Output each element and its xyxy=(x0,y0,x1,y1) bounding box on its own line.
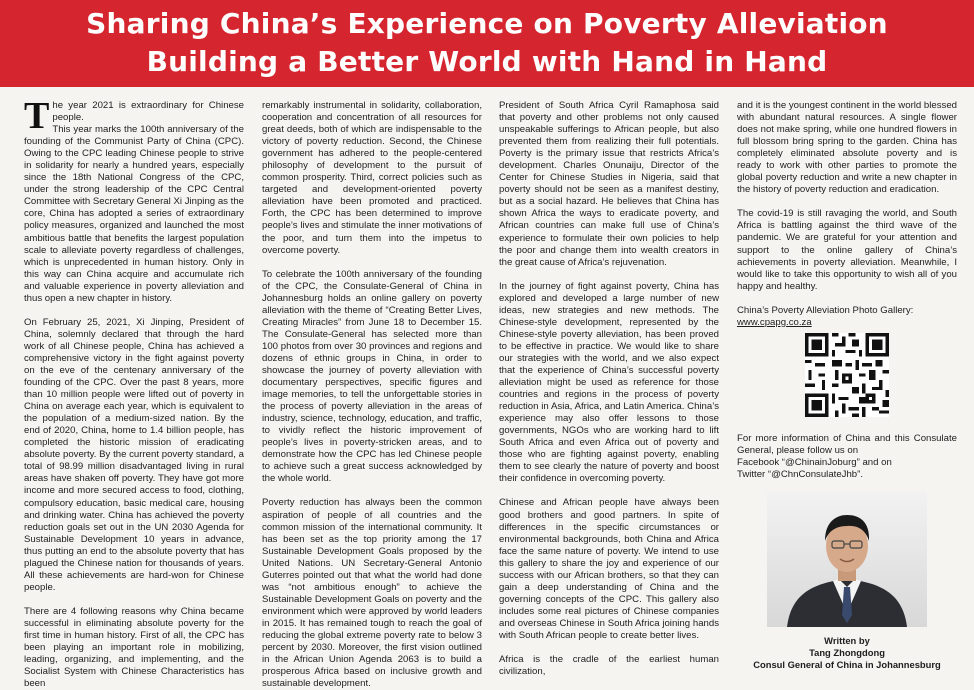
portrait-photo xyxy=(767,491,927,627)
paragraph-intro: The year 2021 is extraordinary for Chinese people. This year marks the 100th anniversary of the founding of the Communist Party of China (CPC). Owing to the CPC leading Chinese people to strive in solidarity for nearly a hundred years, especially since the 18th National Congress of the CPC, under the strong leadership of the CPC Central Committee with Secretary General Xi Jinping as the core, China has adopted a series of extraordinary policy measures, organized and launched the most ambitious battle that benefits the largest population scale to alleviate poverty regardless of challenges, which is unprecedented in human history. Only in this way can China acquire and accumulate rich and valuable experience in poverty alleviation and thus open a new chapter in history. xyxy=(24,95,244,304)
paragraph-experience: In the journey of fight against poverty, China has explored and developed a large number of new ideas, new strategies and new methods. The Chinese-style development, represented by the Chinese-style poverty alleviation, has been proved to be effective in practice. We would like to share our strategies with the world, and we also expect that the experience of China’s successful poverty alleviation might be used as reference for those countries and regions in the process of poverty reduction in Asia, Africa, and Latin America. China’s experience may also offer lessons to those governments, NGOs who are working hard to lift South Africa and even Africa out of poverty and those who are fighting against poverty, enabling them to see clearly the nature of poverty and boost their confidence in overcoming poverty. xyxy=(499,280,719,485)
contact-line: For more information of China and this Consulate General, please follow us on xyxy=(737,432,957,456)
headline-line-1: Sharing China’s Experience on Poverty Alleviation xyxy=(86,7,888,40)
paragraph-covid: The covid-19 is still ravaging the world, and South Africa is battling against the third wave of the pandemic. We are grateful for your attention and support to the online gallery of China’s achievements in poverty alleviation. Meanwhile, I would like to take this opportunity to wish all of you happy and healthy. xyxy=(737,208,957,292)
article-column-3 xyxy=(499,100,719,678)
paragraph-africa-cont: and it is the youngest continent in the world blessed with abundant natural resources. A single flower does not make spring, while one hundred flowers in full blossom bring spring to the garden. China has completely eliminated absolute poverty and is ready to work with other parties to promote the global poverty reduction and write a new chapter in the history of poverty reduction and eradication. xyxy=(737,100,957,196)
paragraph-africa: Africa is the cradle of the earliest human civilization, xyxy=(499,654,719,678)
gallery-link-block xyxy=(737,305,957,329)
article-column-2 xyxy=(262,100,482,690)
facebook-handle[interactable]: Facebook “@ChinainJoburg” and on xyxy=(737,456,892,468)
gallery-label: China’s Poverty Alleviation Photo Gallery: xyxy=(737,304,914,316)
paragraph-reasons: There are 4 following reasons why China became successful in eliminating absolute poverty for the first time in human history. First of all, the CPC has been playing an important role in mobilizing, leading, organizing, and implementing, and the Socialist System with Chinese Characteristics has been xyxy=(24,605,244,690)
paragraph-partners: Chinese and African people have always been good brothers and good partners. In spite of differences in the specific circumstances or environmental backgrounds, both China and Africa face the same nature of poverty. We intend to use this gallery to share the joy and experience of our success with our African brothers, so that they can gain a deep understanding of China and the governing concepts of the CPC. This gallery also includes some real pictures of Chinese companies and overseas Chinese in South Africa joining hands with South African people to create better lives. xyxy=(499,497,719,641)
headline-line-2: Building a Better World with Hand in Hand xyxy=(146,45,828,78)
gallery-url-link[interactable]: www.cpapg.co.za xyxy=(737,316,812,328)
paragraph-reasons-cont: remarkably instrumental in solidarity, collaboration, cooperation and concentration of all resources for great deeds, both of which are indispensable to the victory of poverty reduction. Second, the Chinese government has adhered to the people-centered philosophy of development to the pursuit of common prosperity. Third, correct policies such as targeted and development-oriented poverty alleviation have been promoted and practiced. Forth, the CPC has been determined to improve people’s lives and stimulate the inner motivations of the poor, and turn them into the impetus to overcome poverty. xyxy=(262,100,482,256)
article-column-4 xyxy=(737,100,957,670)
author-caption xyxy=(737,635,957,671)
author-role: Consul General of China in Johannesburg xyxy=(753,658,941,670)
paragraph-victory: On February 25, 2021, Xi Jinping, President of China, solemnly declared that through the hard work of all Chinese people, China has achieved a comprehensive victory in the fight against poverty on the eve of the centenary anniversary of the founding of the CPC. Over the past 8 years, more than 10 million people were lifted out of poverty in China on average each year, which is equivalent to the population of a medium-sized nation. By the end of 2020, China, home to 1.4 billion people, has completed the historic mission of eradicating absolute poverty. By the current poverty standard, a total of 98.99 million disadvantaged living in rural areas have shaken off poverty. They have got more income and more secured access to food, clothing, compulsory education, basic medical care, housing and drinking water. China has achieved the poverty reduction goals set out in the UN 2030 Agenda for Sustainable Development 10 years in advance, thus putting an end to the absolute poverty that has plagued the Chinese nation for thousands of years. All these achievements are hard-won for Chinese people. xyxy=(24,316,244,593)
written-by: Written by xyxy=(824,634,870,646)
paragraph-ramaphosa: President of South Africa Cyril Ramaphosa said that poverty and other problems not only caused unspeakable sufferings to African people, but also prevented them from realizing their full potentials. Poverty is the primary issue that restricts Africa’s development. Charles Onunaiju, Director of the Center for Chinese Studies in Nigeria, said that poverty should not be seen as a manifest destiny, but as a social hazard. He believes that China has shown Africa the ways to eradicate poverty, and African countries can make full use of China’s experience to formulate their own policies to help the poor and change them into wealth creators in the great cause of Africa’s rejuvenation. xyxy=(499,100,719,268)
contact-info xyxy=(737,433,957,481)
article-column-1 xyxy=(24,95,244,690)
paragraph-gallery: To celebrate the 100th anniversary of the founding of the CPC, the Consulate-General of China in Johannesburg holds an online gallery on poverty alleviation with the theme of “Creating Better Lives, Creating Miracles” from June 18 to December 15. The Consulate-General has selected more than 100 photos from over 30 provinces and regions and dozens of ethnic groups in China, in order to showcase the journey of poverty alleviation with documentary perspectives, specific figures and image memories, to tell the unforgettable stories in the process of poverty alleviation in the areas of industry, science, technology, education, and traffic, to vividly reflect the historic improvement of people’s lives in poverty-stricken areas, and to demonstrate how the CPC has led Chinese people to achieve such a great success acknowledged by the whole world. xyxy=(262,268,482,485)
header-banner xyxy=(0,0,974,87)
drop-cap: T xyxy=(24,95,50,137)
author-name: Tang Zhongdong xyxy=(809,646,885,658)
qr-code-icon[interactable] xyxy=(805,333,889,417)
twitter-handle[interactable]: Twitter “@ChnConsulateJhb”. xyxy=(737,468,863,480)
paragraph-global-goal: Poverty reduction has always been the common aspiration of people of all countries and the common mission of the international community. It has been set as the top priority among the 17 Sustainable Development Goals proposed by the United Nations. UN Secretary-General Antonio Guterres pointed out that what the world had done was “not ambitious enough” to achieve the Sustainable Development Goals on poverty and the environment which were approved by world leaders in 2015. It has remained tough to reach the goal of reducing the global extreme poverty rate to below 3 percent by 2030. Moreover, the first vision outlined in the African Union Agenda 2063 is to build a prosperous Africa based on inclusive growth and sustainable development. xyxy=(262,497,482,690)
